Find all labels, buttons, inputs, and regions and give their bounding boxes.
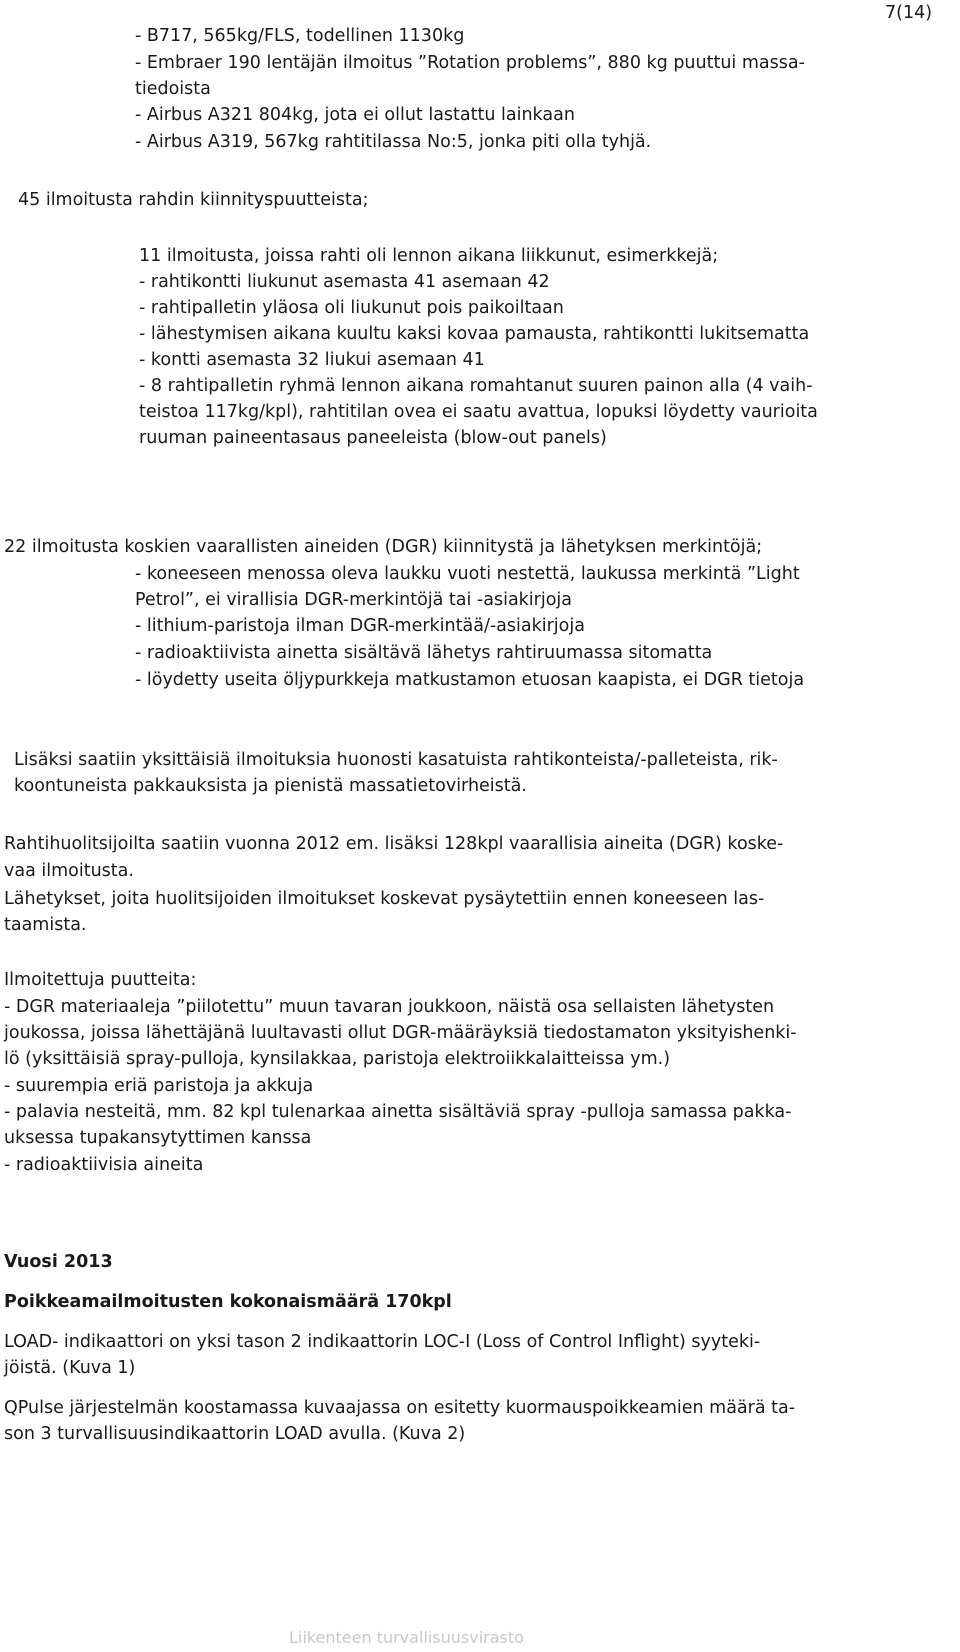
paragraph-line: taamista. [4, 915, 87, 935]
paragraph-line: QPulse järjestelmän koostamassa kuvaajassa on esitetty kuormauspoikkeamien määrä ta- [4, 1398, 796, 1418]
year-heading: Vuosi 2013 [4, 1252, 113, 1272]
page-number: 7(14) [885, 3, 933, 23]
list-item: - radioaktiivisia aineita [4, 1155, 204, 1175]
paragraph-line: vaa ilmoitusta. [4, 861, 134, 881]
paragraph-line: Lisäksi saatiin yksittäisiä ilmoituksia huonosti kasatuista rahtikonteista/-palleteista, rik- [14, 750, 778, 770]
list-item: - 8 rahtipalletin ryhmä lennon aikana romahtanut suuren painon alla (4 vaih- [139, 376, 813, 396]
defects-heading: Ilmoitettuja puutteita: [4, 970, 197, 990]
list-item: - B717, 565kg/FLS, todellinen 1130kg [135, 26, 465, 46]
list-item: - rahtipalletin yläosa oli liukunut pois paikoiltaan [139, 298, 564, 318]
list-item: - palavia nesteitä, mm. 82 kpl tulenarkaa ainetta sisältäviä spray -pulloja samassa pakka- [4, 1102, 792, 1122]
paragraph-line: Rahtihuolitsijoilta saatiin vuonna 2012 em. lisäksi 128kpl vaarallisia aineita (DGR) koske- [4, 834, 784, 854]
list-item: lö (yksittäisiä spray-pulloja, kynsilakkaa, paristoja elektroiikkalaitteissa ym.) [4, 1049, 671, 1069]
list-item: - löydetty useita öljypurkkeja matkustamon etuosan kaapista, ei DGR tietoja [135, 670, 805, 690]
cargo-heading: 45 ilmoitusta rahdin kiinnityspuutteista; [18, 190, 369, 210]
list-item: Petrol”, ei virallisia DGR-merkintöjä tai -asiakirjoja [135, 590, 573, 610]
paragraph-line: son 3 turvallisuusindikaattorin LOAD avulla. (Kuva 2) [4, 1424, 466, 1444]
list-item: 11 ilmoitusta, joissa rahti oli lennon aikana liikkunut, esimerkkejä; [139, 246, 719, 266]
list-item: - DGR materiaaleja ”piilotettu” muun tavaran joukkoon, näistä osa sellaisten lähetysten [4, 997, 775, 1017]
list-item: - suurempia eriä paristoja ja akkuja [4, 1076, 314, 1096]
paragraph-line: jöistä. (Kuva 1) [4, 1358, 136, 1378]
list-item: - rahtikontti liukunut asemasta 41 asemaan 42 [139, 272, 550, 292]
list-item: ruuman paineentasaus paneeleista (blow-out panels) [139, 428, 607, 448]
dgr-heading: 22 ilmoitusta koskien vaarallisten aineiden (DGR) kiinnitystä ja lähetyksen merkintöjä; [4, 537, 763, 557]
list-item: joukossa, joissa lähettäjänä luultavasti ollut DGR-määräyksiä tiedostamaton yksityishenki- [4, 1023, 797, 1043]
list-item: - Airbus A321 804kg, jota ei ollut lastattu lainkaan [135, 105, 575, 125]
list-item: - kontti asemasta 32 liukui asemaan 41 [139, 350, 485, 370]
list-item: - koneeseen menossa oleva laukku vuoti nestettä, laukussa merkintä ”Light [135, 564, 800, 584]
paragraph-line: koontuneista pakkauksista ja pienistä massatietovirheistä. [14, 776, 527, 796]
total-heading: Poikkeamailmoitusten kokonaismäärä 170kpl [4, 1292, 452, 1312]
list-item: teistoa 117kg/kpl), rahtitilan ovea ei saatu avattua, lopuksi löydetty vaurioita [139, 402, 818, 422]
paragraph-line: Lähetykset, joita huolitsijoiden ilmoitukset koskevat pysäytettiin ennen koneeseen las- [4, 889, 765, 909]
list-item: - lähestymisen aikana kuultu kaksi kovaa pamausta, rahtikontti lukitsematta [139, 324, 810, 344]
list-item: - Embraer 190 lentäjän ilmoitus ”Rotation problems”, 880 kg puuttui massa- [135, 53, 805, 73]
list-item: - lithium-paristoja ilman DGR-merkintää/-asiakirjoja [135, 616, 585, 636]
footer-text: Liikenteen turvallisuusvirasto [289, 1628, 524, 1647]
list-item: uksessa tupakansytyttimen kanssa [4, 1128, 312, 1148]
paragraph-line: LOAD- indikaattori on yksi tason 2 indikaattorin LOC-I (Loss of Control Inflight) syyteki- [4, 1332, 761, 1352]
list-item: - radioaktiivista ainetta sisältävä lähetys rahtiruumassa sitomatta [135, 643, 713, 663]
list-item: tiedoista [135, 79, 211, 99]
list-item: - Airbus A319, 567kg rahtitilassa No:5, jonka piti olla tyhjä. [135, 132, 652, 152]
